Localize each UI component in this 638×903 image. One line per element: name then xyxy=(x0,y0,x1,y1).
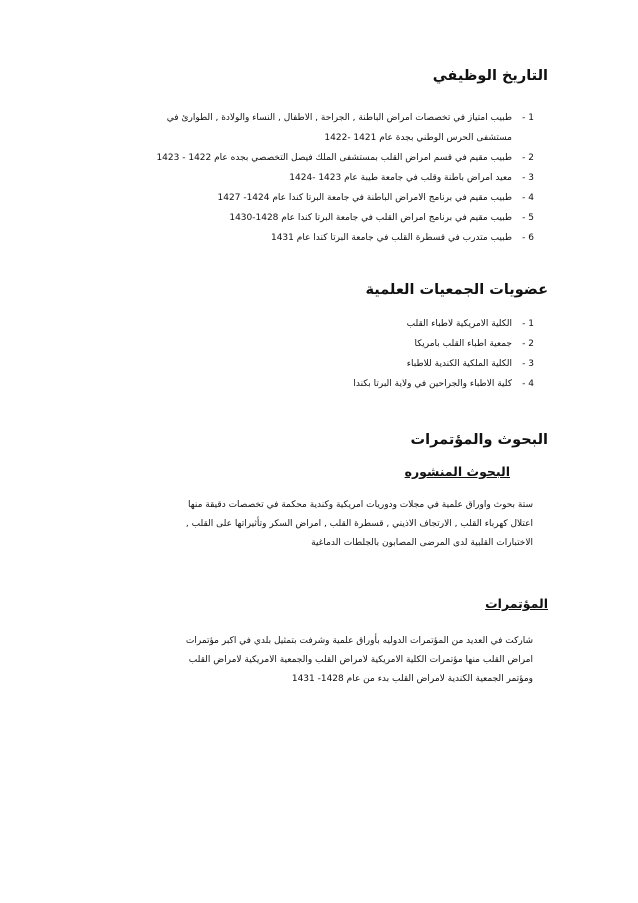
career-item-text: طبيب متدرب في قسطرة القلب في جامعة البرتا كندا عام 1431 xyxy=(270,233,512,243)
paragraph-line: الاختبارات القلبية لدى المرضى المصابون بالجلطات الدماغية xyxy=(311,538,533,548)
memberships-heading: عضويات الجمعيات العلمية xyxy=(365,282,548,298)
career-item xyxy=(156,228,534,248)
item-number: 3 - xyxy=(522,173,534,183)
membership-item xyxy=(353,334,534,354)
career-item-text: مستشفى الحرس الوطني بجدة عام 1421 -1422 xyxy=(324,133,512,143)
item-number: 2 - xyxy=(522,339,534,349)
career-item xyxy=(156,208,534,228)
item-number: 3 - xyxy=(522,359,534,369)
published-research-heading: البحوث المنشوره xyxy=(404,464,510,479)
conferences-heading: المؤتمرات xyxy=(485,596,548,611)
membership-item-text: الكلية الامريكية لاطباء القلب xyxy=(406,319,512,329)
membership-item xyxy=(353,374,534,394)
item-number: 1 - xyxy=(522,319,534,329)
conferences-text xyxy=(113,632,533,689)
membership-item-text: كلية الاطباء والجراحين في ولاية البرتا بكندا xyxy=(353,379,512,389)
item-number: 4 - xyxy=(522,379,534,389)
membership-item xyxy=(353,314,534,334)
memberships-list xyxy=(353,314,534,394)
item-number: 4 - xyxy=(522,193,534,203)
published-research-text xyxy=(113,496,533,553)
career-item xyxy=(156,188,534,208)
paragraph-line: ستة بحوث واوراق علمية في مجلات ودوريات امريكية وكندية محكمة في تخصصات دقيقة منها xyxy=(188,500,533,510)
career-history-list xyxy=(156,108,534,248)
career-item-text: طبيب امتياز في تخصصات امراض الباطنة , الجراحة , الاطفال , النساء والولادة , الطوارئ في xyxy=(166,113,512,123)
career-item xyxy=(156,148,534,168)
career-item-text: معيد امراض باطنة وقلب في جامعة طيبة عام 1423 -1424 xyxy=(289,173,512,183)
item-number: 5 - xyxy=(522,213,534,223)
membership-item xyxy=(353,354,534,374)
career-item xyxy=(156,108,534,148)
career-history-heading: التاريخ الوظيفي xyxy=(432,68,548,84)
career-item-text: طبيب مقيم في برنامج الامراض الباطنة في جامعة البرتا كندا عام 1424- 1427 xyxy=(217,193,512,203)
research-heading: البحوث والمؤتمرات xyxy=(410,432,548,448)
paragraph-line: امراض القلب منها مؤتمرات الكلية الامريكية لامراض القلب والجمعية الامريكية لامراض القلب xyxy=(188,655,533,665)
item-number: 6 - xyxy=(522,233,534,243)
paragraph-line: شاركت في العديد من المؤتمرات الدوليه بأوراق علمية وشرفت بتمثيل بلدي في اكبر مؤتمرات xyxy=(185,636,533,646)
item-number: 2 - xyxy=(522,153,534,163)
career-item xyxy=(156,168,534,188)
paragraph-line: ومؤتمر الجمعية الكندية لامراض القلب بدء من عام 1428- 1431 xyxy=(291,674,533,684)
membership-item-text: جمعية اطباء القلب بامريكا xyxy=(414,339,512,349)
item-number: 1 - xyxy=(522,113,534,123)
paragraph-line: اعتلال كهرباء القلب , الارتجاف الاذيني , قسطرة القلب , امراض السكر وتأثيراتها على القلب , xyxy=(185,519,533,529)
membership-item-text: الكلية الملكية الكندية للاطباء xyxy=(406,359,512,369)
career-item-text: طبيب مقيم في قسم امراض القلب بمستشفى الملك فيصل التخصصي بجده عام 1422 - 1423 xyxy=(156,153,512,163)
career-item-text: طبيب مقيم في برنامج امراض القلب في جامعة البرتا كندا عام 1428-1430 xyxy=(229,213,512,223)
